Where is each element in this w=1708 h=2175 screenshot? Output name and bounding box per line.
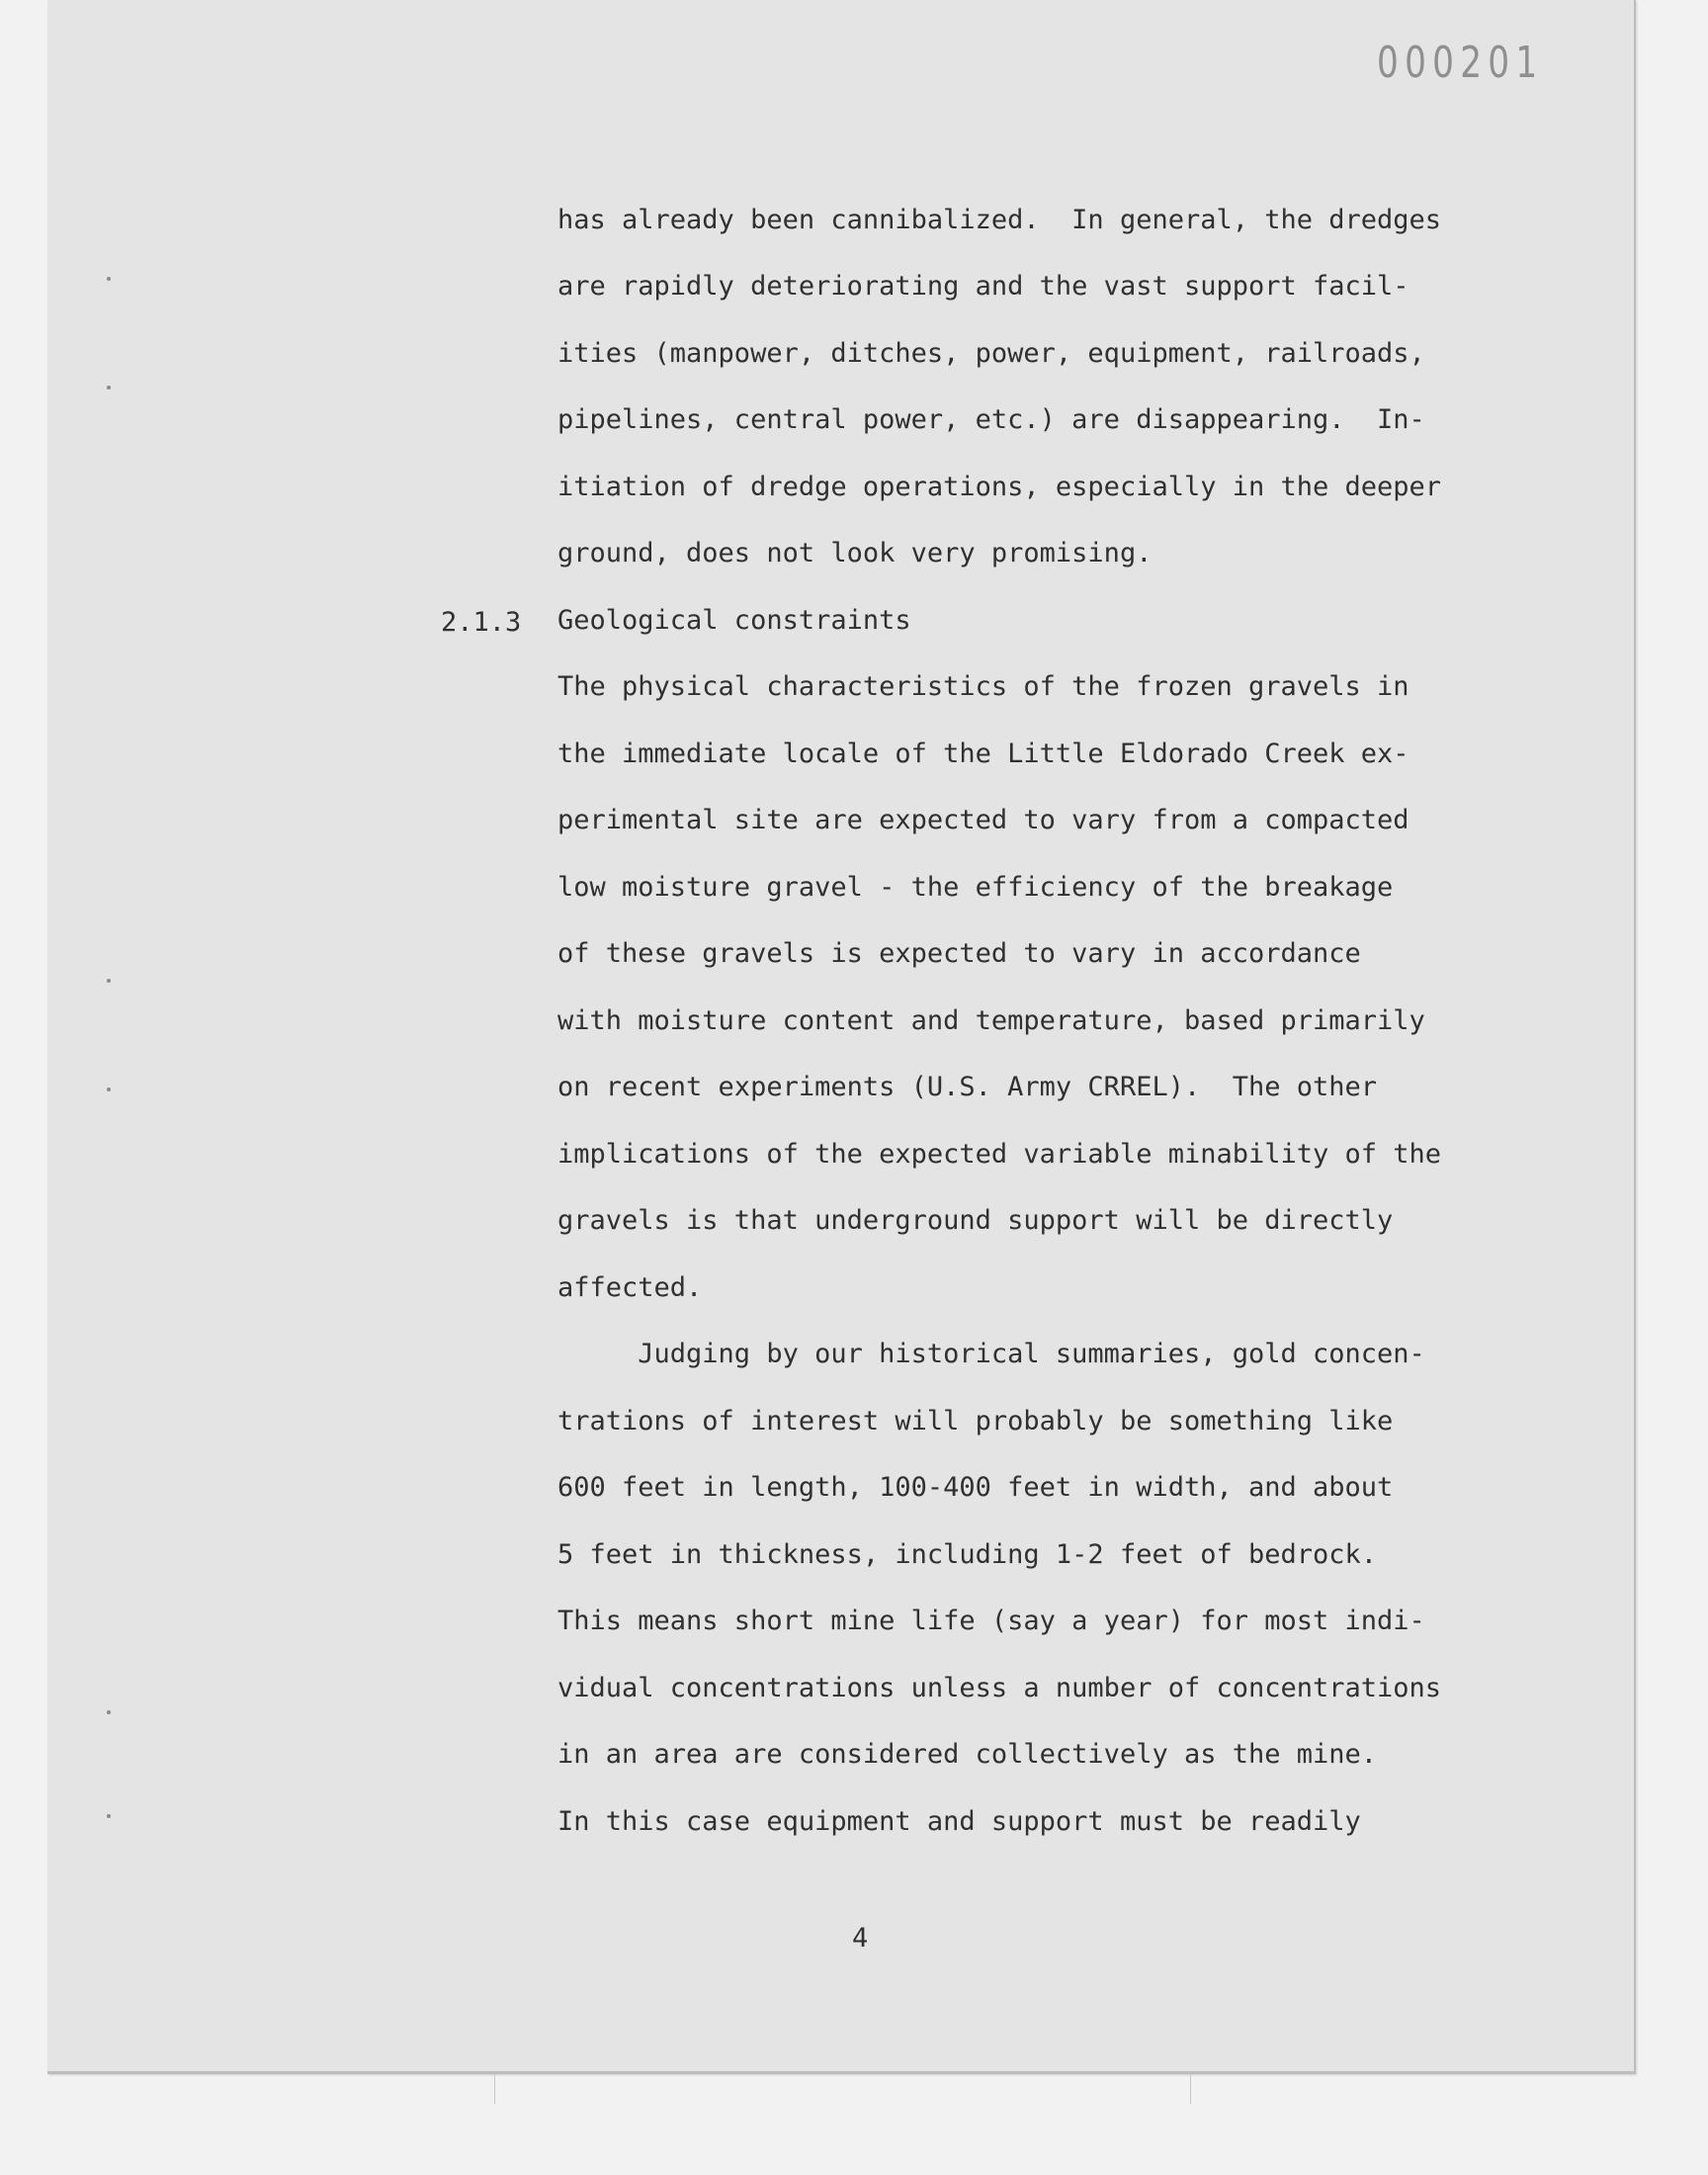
paragraph-line: 5 feet in thickness, including 1-2 feet of bedrock. — [557, 1539, 1378, 1570]
scan-speck — [107, 979, 111, 983]
paragraph-line: of these gravels is expected to vary in accordance — [557, 938, 1361, 969]
paragraph-line: perimental site are expected to vary from a compacted — [557, 805, 1409, 835]
scan-speck — [107, 1814, 111, 1818]
paragraph-line: ground, does not look very promising. — [557, 538, 1153, 568]
paragraph-line: 600 feet in length, 100-400 feet in width, and about — [557, 1472, 1394, 1503]
paragraph-line: with moisture content and temperature, based primarily — [557, 1005, 1425, 1036]
paragraph-line: affected. — [557, 1272, 703, 1303]
paragraph-line: This means short mine life (say a year) for most indi- — [557, 1606, 1425, 1636]
page-number: 4 — [852, 1923, 869, 1954]
section-number: 2.1.3 — [441, 607, 522, 638]
scan-speck — [107, 1710, 111, 1714]
scan-speck — [107, 1088, 111, 1091]
paragraph-line: on recent experiments (U.S. Army CRREL). The other — [557, 1072, 1378, 1102]
paragraph-line: vidual concentrations unless a number of concentrations — [557, 1673, 1442, 1703]
paragraph-line: In this case equipment and support must be readily — [557, 1806, 1361, 1837]
paragraph-line: are rapidly deteriorating and the vast support facil- — [557, 271, 1409, 302]
scan-speck — [107, 277, 111, 281]
document-stamp-number: 000201 — [1377, 38, 1544, 88]
paragraph-line: ities (manpower, ditches, power, equipment, railroads, — [557, 338, 1425, 369]
divider — [1190, 2074, 1191, 2104]
paragraph-line: Judging by our historical summaries, gold concen- — [557, 1339, 1425, 1369]
paragraph-line: trations of interest will probably be something like — [557, 1406, 1394, 1436]
paragraph-line: in an area are considered collectively as the mine. — [557, 1739, 1378, 1770]
paragraph-line: pipelines, central power, etc.) are disappearing. In- — [557, 404, 1425, 435]
paragraph-line: has already been cannibalized. In general, the dredges — [557, 205, 1442, 235]
paragraph-line: the immediate locale of the Little Eldorado Creek ex- — [557, 739, 1409, 769]
paragraph-line: low moisture gravel - the efficiency of the breakage — [557, 872, 1394, 903]
paragraph-line: implications of the expected variable minability of the — [557, 1139, 1442, 1170]
divider — [494, 2074, 495, 2104]
paragraph-line: itiation of dredge operations, especially in the deeper — [557, 472, 1442, 502]
scan-speck — [107, 386, 111, 390]
paragraph-line: gravels is that underground support will be directly — [557, 1205, 1394, 1236]
section-title: Geological constraints — [557, 605, 911, 636]
paragraph-line: The physical characteristics of the frozen gravels in — [557, 671, 1409, 702]
